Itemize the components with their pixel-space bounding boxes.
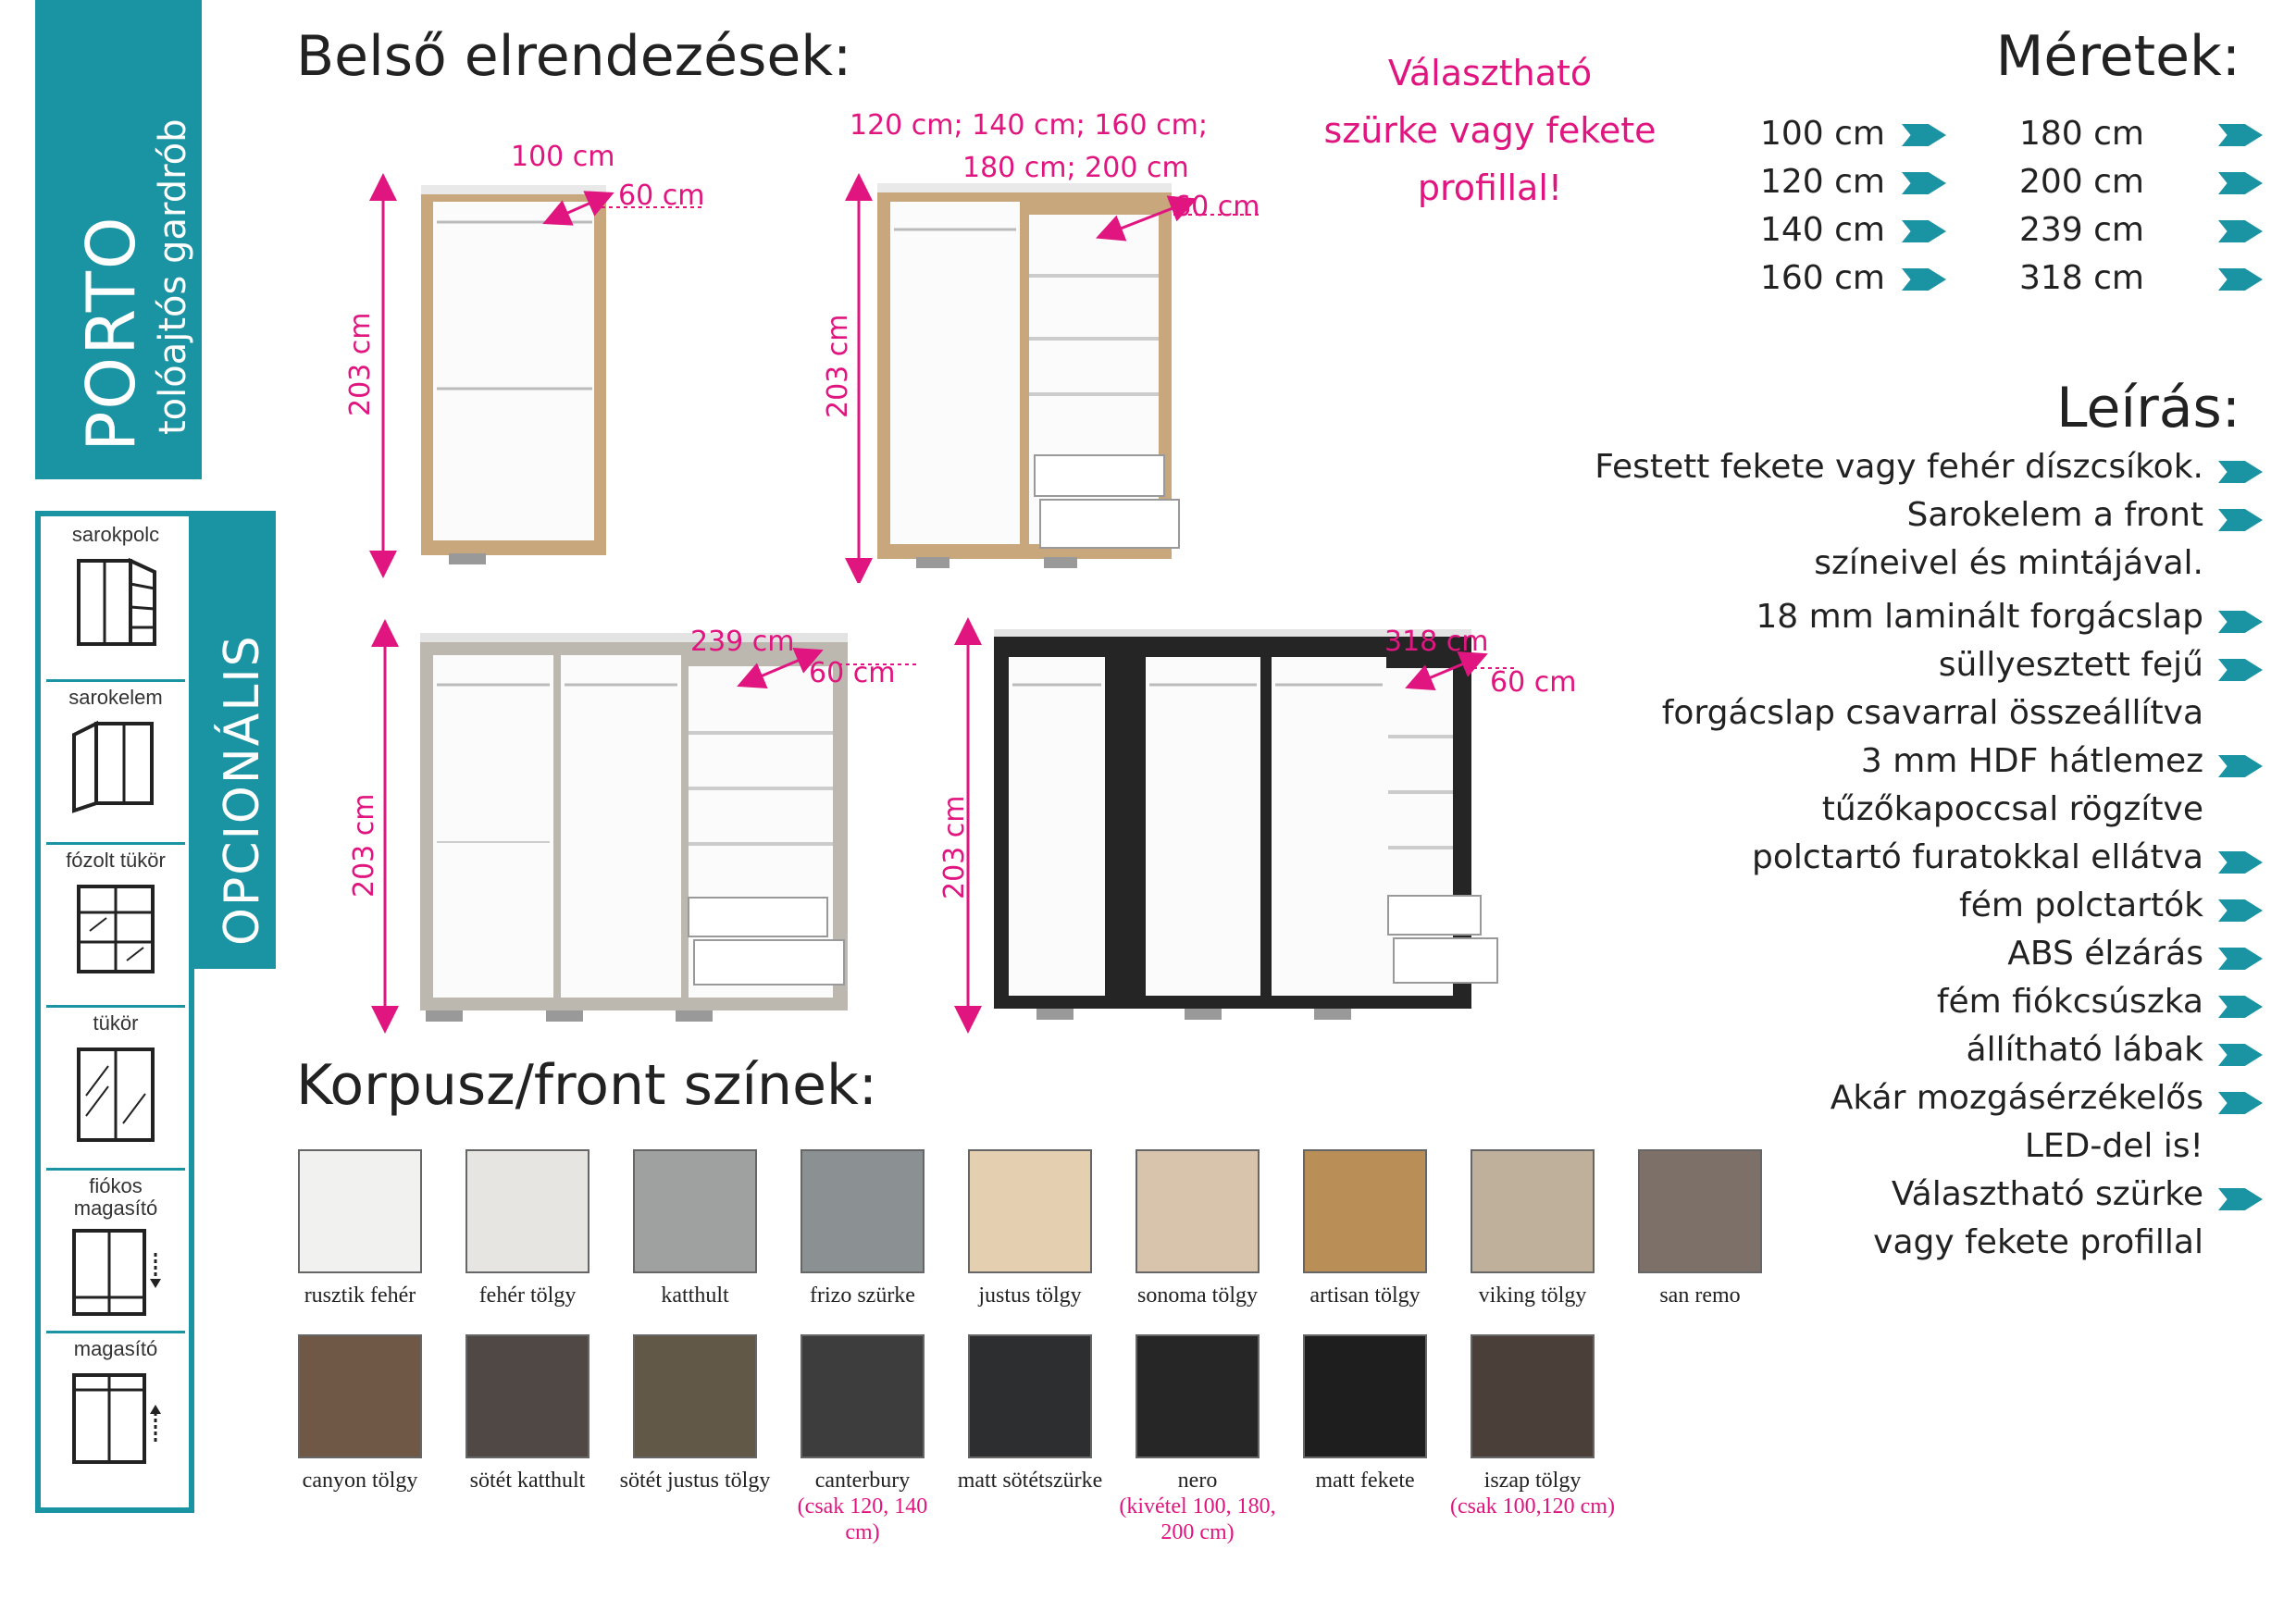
- wardrobe-multi-height: 203 cm: [822, 314, 854, 418]
- color-swatch: [298, 1334, 422, 1458]
- color-swatch-label: [612, 1283, 778, 1308]
- color-swatch: [1303, 1334, 1427, 1458]
- color-swatch-label: [947, 1283, 1113, 1308]
- arrow-tag-icon: [2218, 755, 2263, 777]
- arrow-tag-icon: [2218, 899, 2263, 922]
- color-swatch-label: [612, 1468, 778, 1494]
- color-swatch-label: [1449, 1468, 1616, 1519]
- color-name: matt sötétszürke: [957, 1469, 1103, 1493]
- color-swatch: [298, 1149, 422, 1273]
- description-line: fém fiókcsúszka: [1936, 983, 2203, 1021]
- color-swatch-label: [1114, 1283, 1281, 1308]
- description-line: Sarokelem a front: [1906, 496, 2203, 534]
- description-line: süllyesztett fejű: [1938, 646, 2203, 684]
- arrow-tag-icon: [2218, 124, 2263, 146]
- wardrobe-318-drawing: [935, 611, 1527, 1036]
- color-name: justus tölgy: [978, 1283, 1082, 1308]
- color-swatch: [1471, 1334, 1595, 1458]
- color-swatch-label: [1114, 1468, 1281, 1545]
- optional-item-label: fózolt tükör: [66, 849, 166, 872]
- size-value: 100 cm: [1759, 115, 1885, 153]
- optional-item-extension: [46, 1331, 185, 1506]
- description-line: polctartó furatokkal ellátva: [1752, 838, 2203, 876]
- description-line: fém polctartók: [1959, 886, 2203, 924]
- color-swatch-label: [1449, 1283, 1616, 1308]
- arrow-tag-icon: [2218, 996, 2263, 1018]
- optional-item-label: sarokelem: [68, 686, 163, 709]
- color-swatch: [633, 1149, 757, 1273]
- extension-icon: [65, 1366, 167, 1468]
- optional-item-mirror-mask: [46, 842, 185, 1008]
- size-item: [1760, 211, 1946, 249]
- size-value: 318 cm: [2018, 259, 2144, 297]
- arrow-tag-icon: [2218, 1044, 2263, 1066]
- description-line: LED-del is!: [2024, 1127, 2203, 1165]
- drawer-extension-icon: [65, 1225, 167, 1318]
- color-swatch-label: [779, 1283, 946, 1308]
- wardrobe-multi-width-line1: 120 cm; 140 cm; 160 cm;: [850, 109, 1208, 142]
- wardrobe-239-depth: 60 cm: [809, 657, 896, 689]
- color-swatch: [1638, 1149, 1762, 1273]
- color-swatch-label: [947, 1468, 1113, 1494]
- color-name: rusztik fehér: [304, 1283, 416, 1308]
- color-swatch: [1136, 1149, 1260, 1273]
- description-line: tűzőkapoccsal rögzítve: [1821, 790, 2203, 828]
- color-name: canterbury: [814, 1469, 911, 1493]
- optional-item-corner-unit: [46, 679, 185, 845]
- sizes-heading: Méretek:: [1995, 24, 2240, 89]
- color-availability-note: (csak 100,120 cm): [1450, 1494, 1615, 1519]
- optional-item-label: fiókos magasító: [73, 1174, 158, 1220]
- size-item: [1760, 115, 1946, 153]
- color-swatch: [968, 1334, 1092, 1458]
- description-line: vagy fekete profillal: [1873, 1223, 2203, 1261]
- product-banner: [35, 0, 202, 479]
- optional-item-drawer-extension: [46, 1168, 185, 1333]
- color-name: sötét katthult: [469, 1469, 586, 1493]
- layouts-heading: Belső elrendezések:: [296, 24, 852, 89]
- color-availability-note: (csak 120, 140 cm): [797, 1494, 928, 1544]
- size-value: 180 cm: [2018, 115, 2144, 153]
- color-name: frizo szürke: [810, 1283, 915, 1308]
- color-swatch-label: [444, 1468, 611, 1494]
- description-heading: Leírás:: [2056, 376, 2240, 440]
- color-availability-note: (kivétel 100, 180, 200 cm): [1119, 1494, 1276, 1544]
- arrow-tag-icon: [2218, 172, 2263, 194]
- size-value: 120 cm: [1759, 163, 1885, 201]
- color-name: san remo: [1659, 1283, 1741, 1308]
- arrow-tag-icon: [2218, 948, 2263, 970]
- profile-note-line: profillal!: [1417, 167, 1563, 208]
- optional-item-label: sarokpolc: [71, 523, 160, 546]
- description-line: állítható lábak: [1966, 1031, 2203, 1069]
- optional-item-label: magasító: [73, 1337, 158, 1360]
- product-subtitle: tolóajtós gardrób: [152, 118, 194, 435]
- decorated-mirror-icon: [69, 877, 162, 979]
- profile-note-line: szürke vagy fekete: [1323, 110, 1657, 151]
- size-value: 200 cm: [2018, 163, 2144, 201]
- color-name: fehér tölgy: [478, 1283, 577, 1308]
- description-line: Akár mozgásérzékelős: [1830, 1079, 2203, 1117]
- description-line: forgácslap csavarral összeállítva: [1661, 694, 2203, 732]
- color-name: matt fekete: [1315, 1469, 1415, 1493]
- optional-item-mirror: [46, 1005, 185, 1171]
- arrow-tag-icon: [1902, 268, 1946, 291]
- size-item: [1760, 259, 1946, 297]
- corner-unit-icon: [65, 714, 167, 816]
- wardrobe-318-depth: 60 cm: [1490, 666, 1577, 699]
- color-swatch-label: [779, 1468, 946, 1545]
- wardrobe-318-height: 203 cm: [938, 795, 971, 899]
- optional-label: OPCIONÁLIS: [215, 634, 270, 946]
- optional-item-corner-shelf: [46, 516, 185, 682]
- arrow-tag-icon: [2218, 268, 2263, 291]
- color-swatch: [1471, 1149, 1595, 1273]
- color-swatch-label: [277, 1468, 443, 1494]
- wardrobe-239-height: 203 cm: [348, 793, 380, 898]
- color-name: sötét justus tölgy: [619, 1469, 771, 1493]
- size-value: 160 cm: [1759, 259, 1885, 297]
- arrow-tag-icon: [2218, 611, 2263, 633]
- optional-item-label: tükör: [93, 1011, 139, 1035]
- optional-panel: [35, 511, 194, 1513]
- color-name: artisan tölgy: [1309, 1283, 1421, 1308]
- product-title: PORTO: [72, 215, 150, 452]
- color-swatch: [1303, 1149, 1427, 1273]
- description-line: Festett fekete vagy fehér díszcsíkok.: [1595, 448, 2203, 486]
- color-swatch-label: [1282, 1468, 1448, 1494]
- arrow-tag-icon: [2218, 509, 2263, 531]
- color-name: iszap tölgy: [1483, 1469, 1582, 1493]
- color-swatch-label: [1617, 1283, 1783, 1308]
- size-item: [2019, 115, 2263, 153]
- color-name: katthult: [661, 1283, 729, 1308]
- arrow-tag-icon: [2218, 659, 2263, 681]
- description-line: Választható szürke: [1891, 1175, 2203, 1213]
- color-swatch: [800, 1334, 925, 1458]
- mirror-icon: [69, 1040, 162, 1147]
- color-swatch-label: [444, 1283, 611, 1308]
- color-swatch: [1136, 1334, 1260, 1458]
- color-name: nero: [1177, 1469, 1218, 1493]
- color-name: viking tölgy: [1478, 1283, 1587, 1308]
- color-swatch: [800, 1149, 925, 1273]
- size-value: 140 cm: [1759, 211, 1885, 249]
- profile-note: [1277, 44, 1703, 217]
- size-item: [1760, 163, 1946, 201]
- description-line: színeivel és mintájával.: [1814, 544, 2203, 582]
- color-swatch: [465, 1149, 590, 1273]
- color-swatch-label: [1282, 1283, 1448, 1308]
- size-item: [2019, 259, 2263, 297]
- size-value: 239 cm: [2018, 211, 2144, 249]
- wardrobe-100-width: 100 cm: [511, 141, 615, 173]
- arrow-tag-icon: [1902, 172, 1946, 194]
- color-swatch-label: [277, 1283, 443, 1308]
- color-name: canyon tölgy: [302, 1469, 418, 1493]
- arrow-tag-icon: [2218, 1188, 2263, 1210]
- arrow-tag-icon: [2218, 461, 2263, 483]
- arrow-tag-icon: [1902, 124, 1946, 146]
- size-item: [2019, 211, 2263, 249]
- arrow-tag-icon: [2218, 851, 2263, 874]
- corner-shelf-icon: [69, 552, 162, 653]
- size-item: [2019, 163, 2263, 201]
- wardrobe-318-width: 318 cm: [1384, 626, 1489, 658]
- arrow-tag-icon: [2218, 1092, 2263, 1114]
- optional-tab: [194, 511, 276, 969]
- wardrobe-multi-width-line2: 180 cm; 200 cm: [962, 152, 1189, 184]
- wardrobe-100-depth: 60 cm: [618, 180, 705, 212]
- description-line: ABS élzárás: [2007, 935, 2203, 973]
- color-name: sonoma tölgy: [1137, 1283, 1258, 1308]
- color-swatch: [633, 1334, 757, 1458]
- arrow-tag-icon: [1902, 220, 1946, 242]
- wardrobe-239-width: 239 cm: [690, 626, 795, 658]
- arrow-tag-icon: [2218, 220, 2263, 242]
- color-swatch: [968, 1149, 1092, 1273]
- wardrobe-multi-depth: 60 cm: [1173, 191, 1260, 223]
- wardrobe-100-height: 203 cm: [344, 312, 377, 416]
- colors-heading: Korpusz/front színek:: [296, 1053, 877, 1118]
- description-line: 3 mm HDF hátlemez: [1860, 742, 2203, 780]
- profile-note-line: Választható: [1387, 53, 1593, 93]
- description-line: 18 mm laminált forgácslap: [1756, 598, 2203, 636]
- color-swatch: [465, 1334, 590, 1458]
